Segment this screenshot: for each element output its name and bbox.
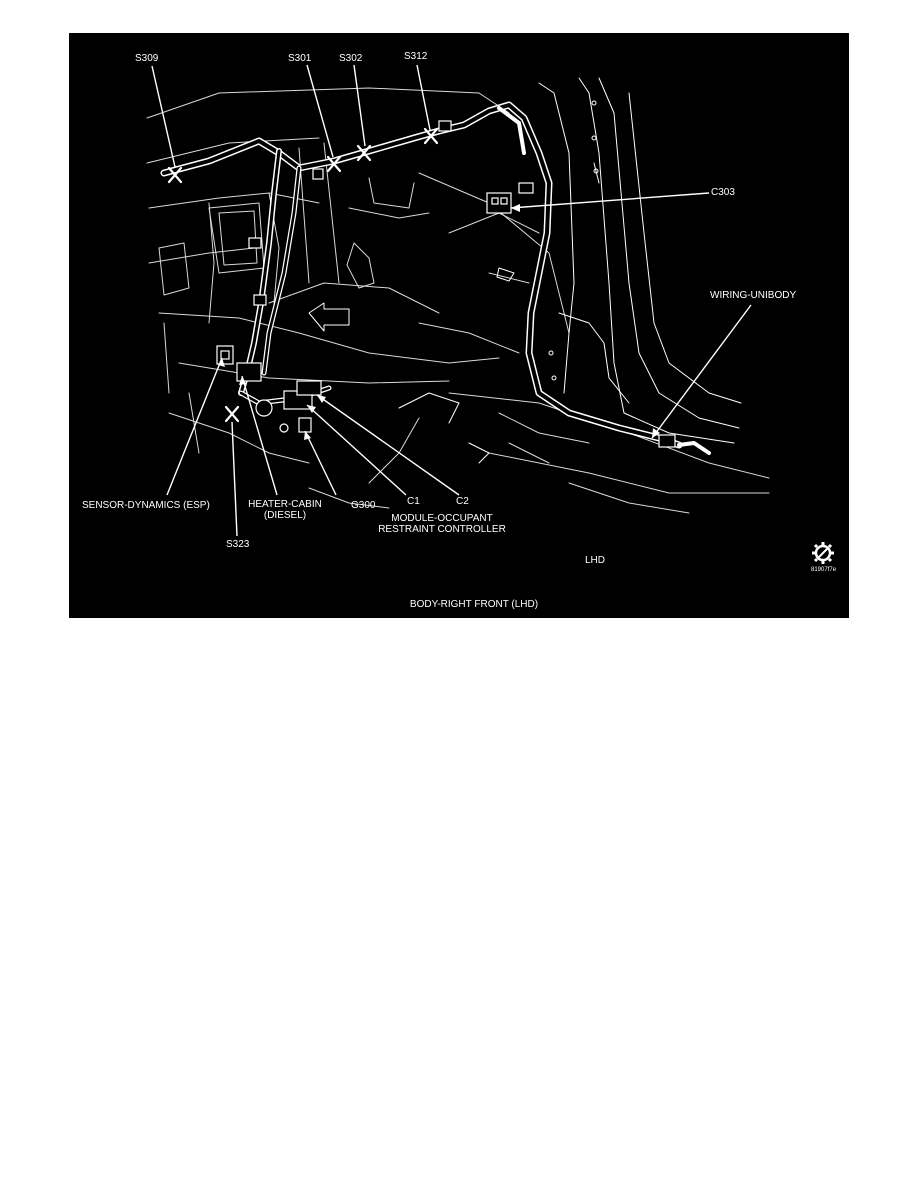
door-frame-outline (539, 78, 741, 443)
g300-ground-icon (299, 418, 311, 432)
label-lhd: LHD (585, 555, 606, 566)
label-heater-cabin-line2: (DIESEL) (263, 510, 307, 521)
label-s309: S309 (135, 53, 159, 64)
label-s323: S323 (226, 539, 250, 550)
leader-s302 (354, 65, 365, 146)
fwd-label: FWD (315, 312, 331, 319)
label-c2: C2 (456, 496, 469, 507)
heater-cabin-icon (237, 363, 261, 381)
leader-c303 (511, 193, 709, 208)
leader-s301 (307, 65, 333, 157)
splice-markers (169, 129, 437, 421)
figure-id: 81907f7e (811, 567, 837, 573)
label-module-line1: MODULE-OCCUPANT (391, 513, 493, 524)
wiring-diagram-figure (69, 33, 849, 618)
module-c2-connector-icon (297, 381, 321, 395)
leader-wiring-unibody (652, 305, 751, 438)
label-sensor-dynamics: SENSOR-DYNAMICS (ESP) (82, 500, 210, 511)
leader-sensor-dynamics (167, 358, 222, 495)
label-s302: S302 (339, 53, 363, 64)
components (217, 121, 675, 447)
label-heater-cabin (244, 499, 326, 521)
leader-c1 (307, 405, 406, 495)
floor-details (399, 268, 514, 463)
leader-s323 (232, 422, 237, 536)
gear-logo-icon (812, 542, 834, 564)
leader-lines (152, 65, 751, 536)
label-heater-cabin-line1: HEATER-CABIN (248, 499, 322, 510)
leader-s309 (152, 66, 175, 167)
leader-s312 (417, 65, 430, 130)
label-g300: G300 (351, 500, 376, 511)
splice-s323-marker (226, 407, 238, 421)
figure-caption: BODY-RIGHT FRONT (LHD) (409, 599, 539, 610)
label-s301: S301 (288, 53, 312, 64)
label-module-occupant (352, 513, 532, 535)
label-module-line2: RESTRAINT CONTROLLER (378, 524, 506, 535)
label-wiring-unibody: WIRING-UNIBODY (710, 290, 797, 301)
label-s312: S312 (404, 51, 428, 62)
label-c303: C303 (711, 187, 735, 198)
label-c1: C1 (407, 496, 420, 507)
leader-c2 (317, 395, 459, 495)
leader-heater-cabin (242, 376, 277, 495)
leader-g300 (305, 431, 336, 495)
